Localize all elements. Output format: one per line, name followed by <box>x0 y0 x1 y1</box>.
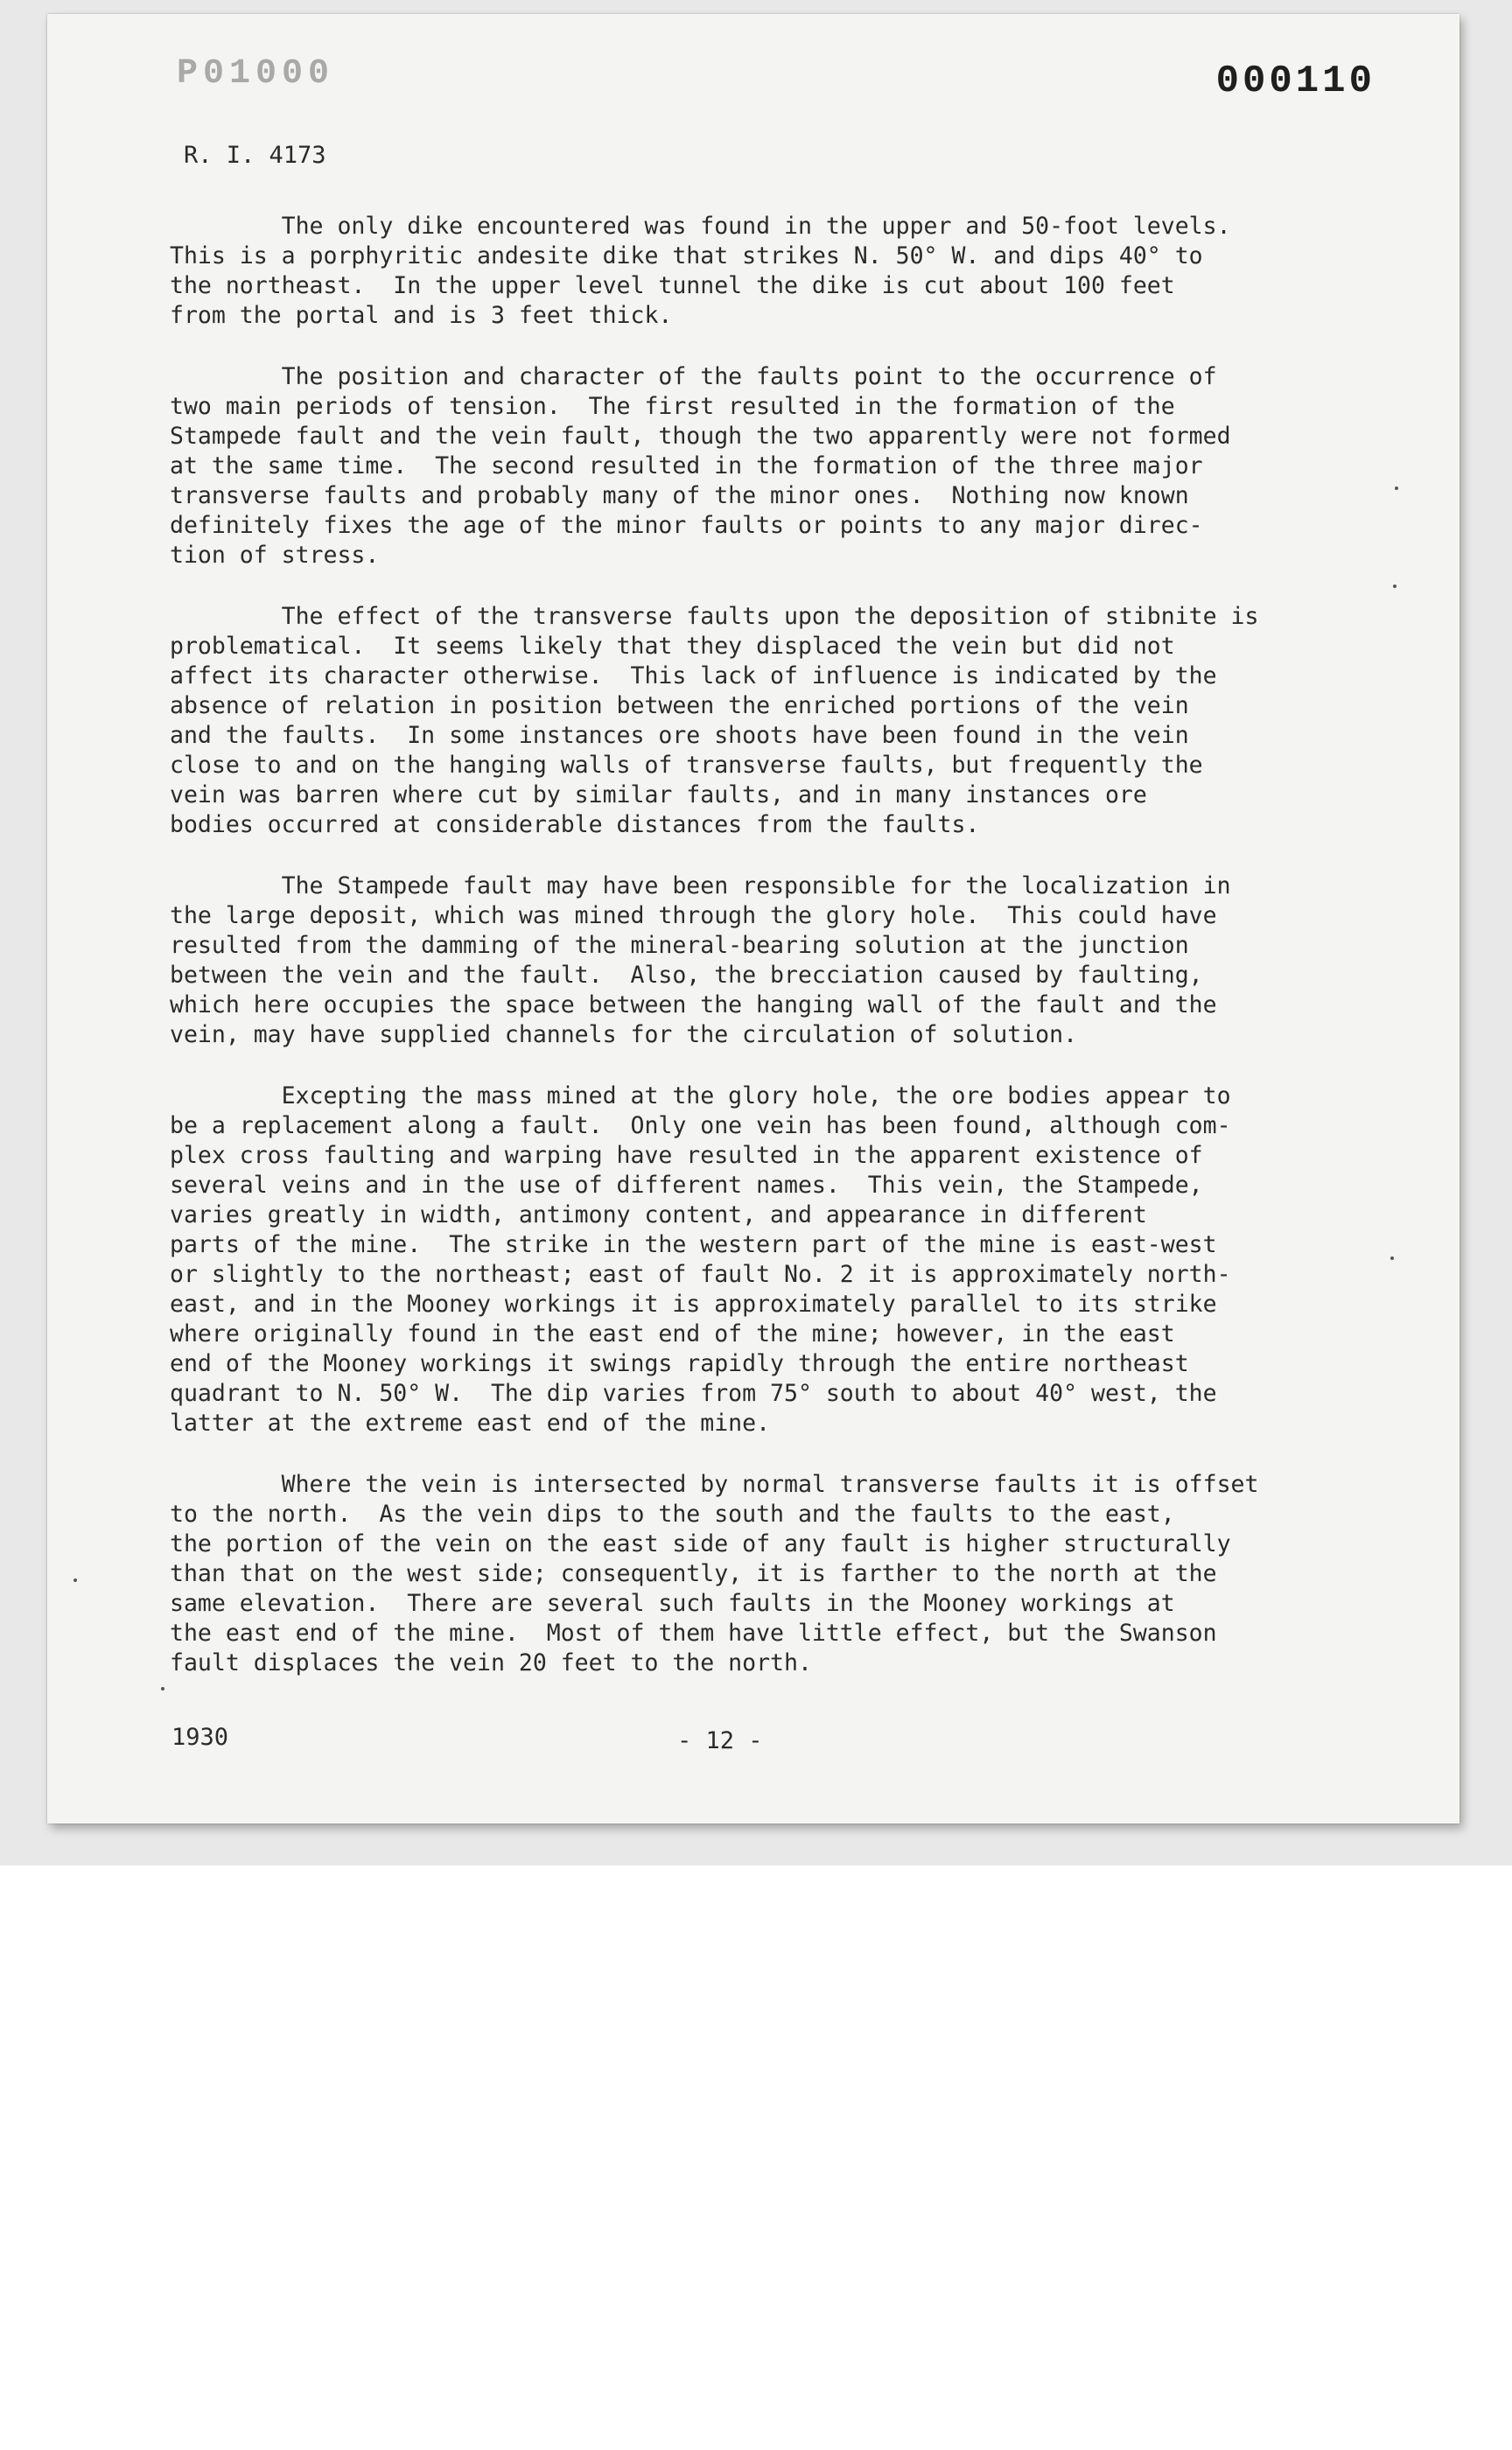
paragraph-faults-tension: The position and character of the faults point to the occurrence of two main periods of tension. The first resulted in the formation of the Stampede fault and the vein fault, though the two apparently were not formed at the same time. The second resulted in the formation of the three major transverse faults and probably many of the minor ones. Nothing now known definitely fixes the age of the minor faults or points to any major direc- tion of stress. <box>170 363 1231 569</box>
document-page <box>47 14 1460 1824</box>
scan-speck <box>161 1687 164 1690</box>
paragraph-stampede-fault: The Stampede fault may have been responsible for the localization in the large deposit, which was mined through the glory hole. This could have resulted from the damming of the mineral-bearing solution at the junction between the vein and the fault. Also, the brecciation caused by faulting, which here occupies the space between the hanging wall of the fault and the vein, may have supplied channels for the circulation of solution. <box>170 872 1231 1048</box>
scan-speck <box>1395 486 1398 490</box>
footer-year: 1930 <box>172 1724 229 1751</box>
paragraph-transverse-faults: The effect of the transverse faults upon the deposition of stibnite is problematical. It seems likely that they displaced the vein but did not affect its character otherwise. This lack of influence is indicated by the absence of relation in position between the enriched portions of the vein and the faults. In some instances ore shoots have been found in the vein close to and on the hanging walls of transverse faults, but frequently the vein was barren where cut by similar faults, and in many instances ore bodies occurred at considerable distances from the faults. <box>170 603 1259 838</box>
archive-stamp-right: 000110 <box>1215 60 1376 103</box>
paragraph-vein-offset: Where the vein is intersected by normal transverse faults it is offset to the north. As the vein dips to the south and the faults to the east, the portion of the vein on the east side of any fault is higher structurally than that on the west side; consequently, it is farther to the north at the same elevation. There are several such faults in the Mooney workings at the east end of the mine. Most of them have little effect, but the Swanson fault displaces the vein 20 feet to the north. <box>170 1471 1259 1676</box>
scan-speck <box>1393 584 1396 588</box>
scan-speck <box>1390 1256 1394 1260</box>
page-number: - 12 - <box>677 1727 763 1754</box>
archive-stamp-left: P01000 <box>177 54 335 94</box>
body-text <box>170 212 1368 1710</box>
paragraph-dike: The only dike encountered was found in the upper and 50-foot levels. This is a porphyritic andesite dike that strikes N. 50° W. and dips 40° to the northeast. In the upper level tunnel the dike is cut about 100 feet from the portal and is 3 feet thick. <box>170 213 1231 329</box>
paragraph-ore-bodies: Excepting the mass mined at the glory hole, the ore bodies appear to be a replacement along a fault. Only one vein has been found, although com- plex cross faulting and warping have resulted in the apparent existence of several veins and in the use of different names. This vein, the Stampede, varies greatly in width, antimony content, and appearance in different parts of the mine. The strike in the western part of the mine is east-west or slightly to the northeast; east of fault No. 2 it is approximately north- east, and in the Mooney workings it is approximately parallel to its strike where originally found in the east end of the mine; however, in the east end of the Mooney workings it swings rapidly through the entire northeast quadrant to N. 50° W. The dip varies from 75° south to about 40° west, the latter at the extreme east end of the mine. <box>170 1082 1231 1437</box>
scan-speck <box>74 1578 77 1582</box>
report-id: R. I. 4173 <box>184 142 326 169</box>
